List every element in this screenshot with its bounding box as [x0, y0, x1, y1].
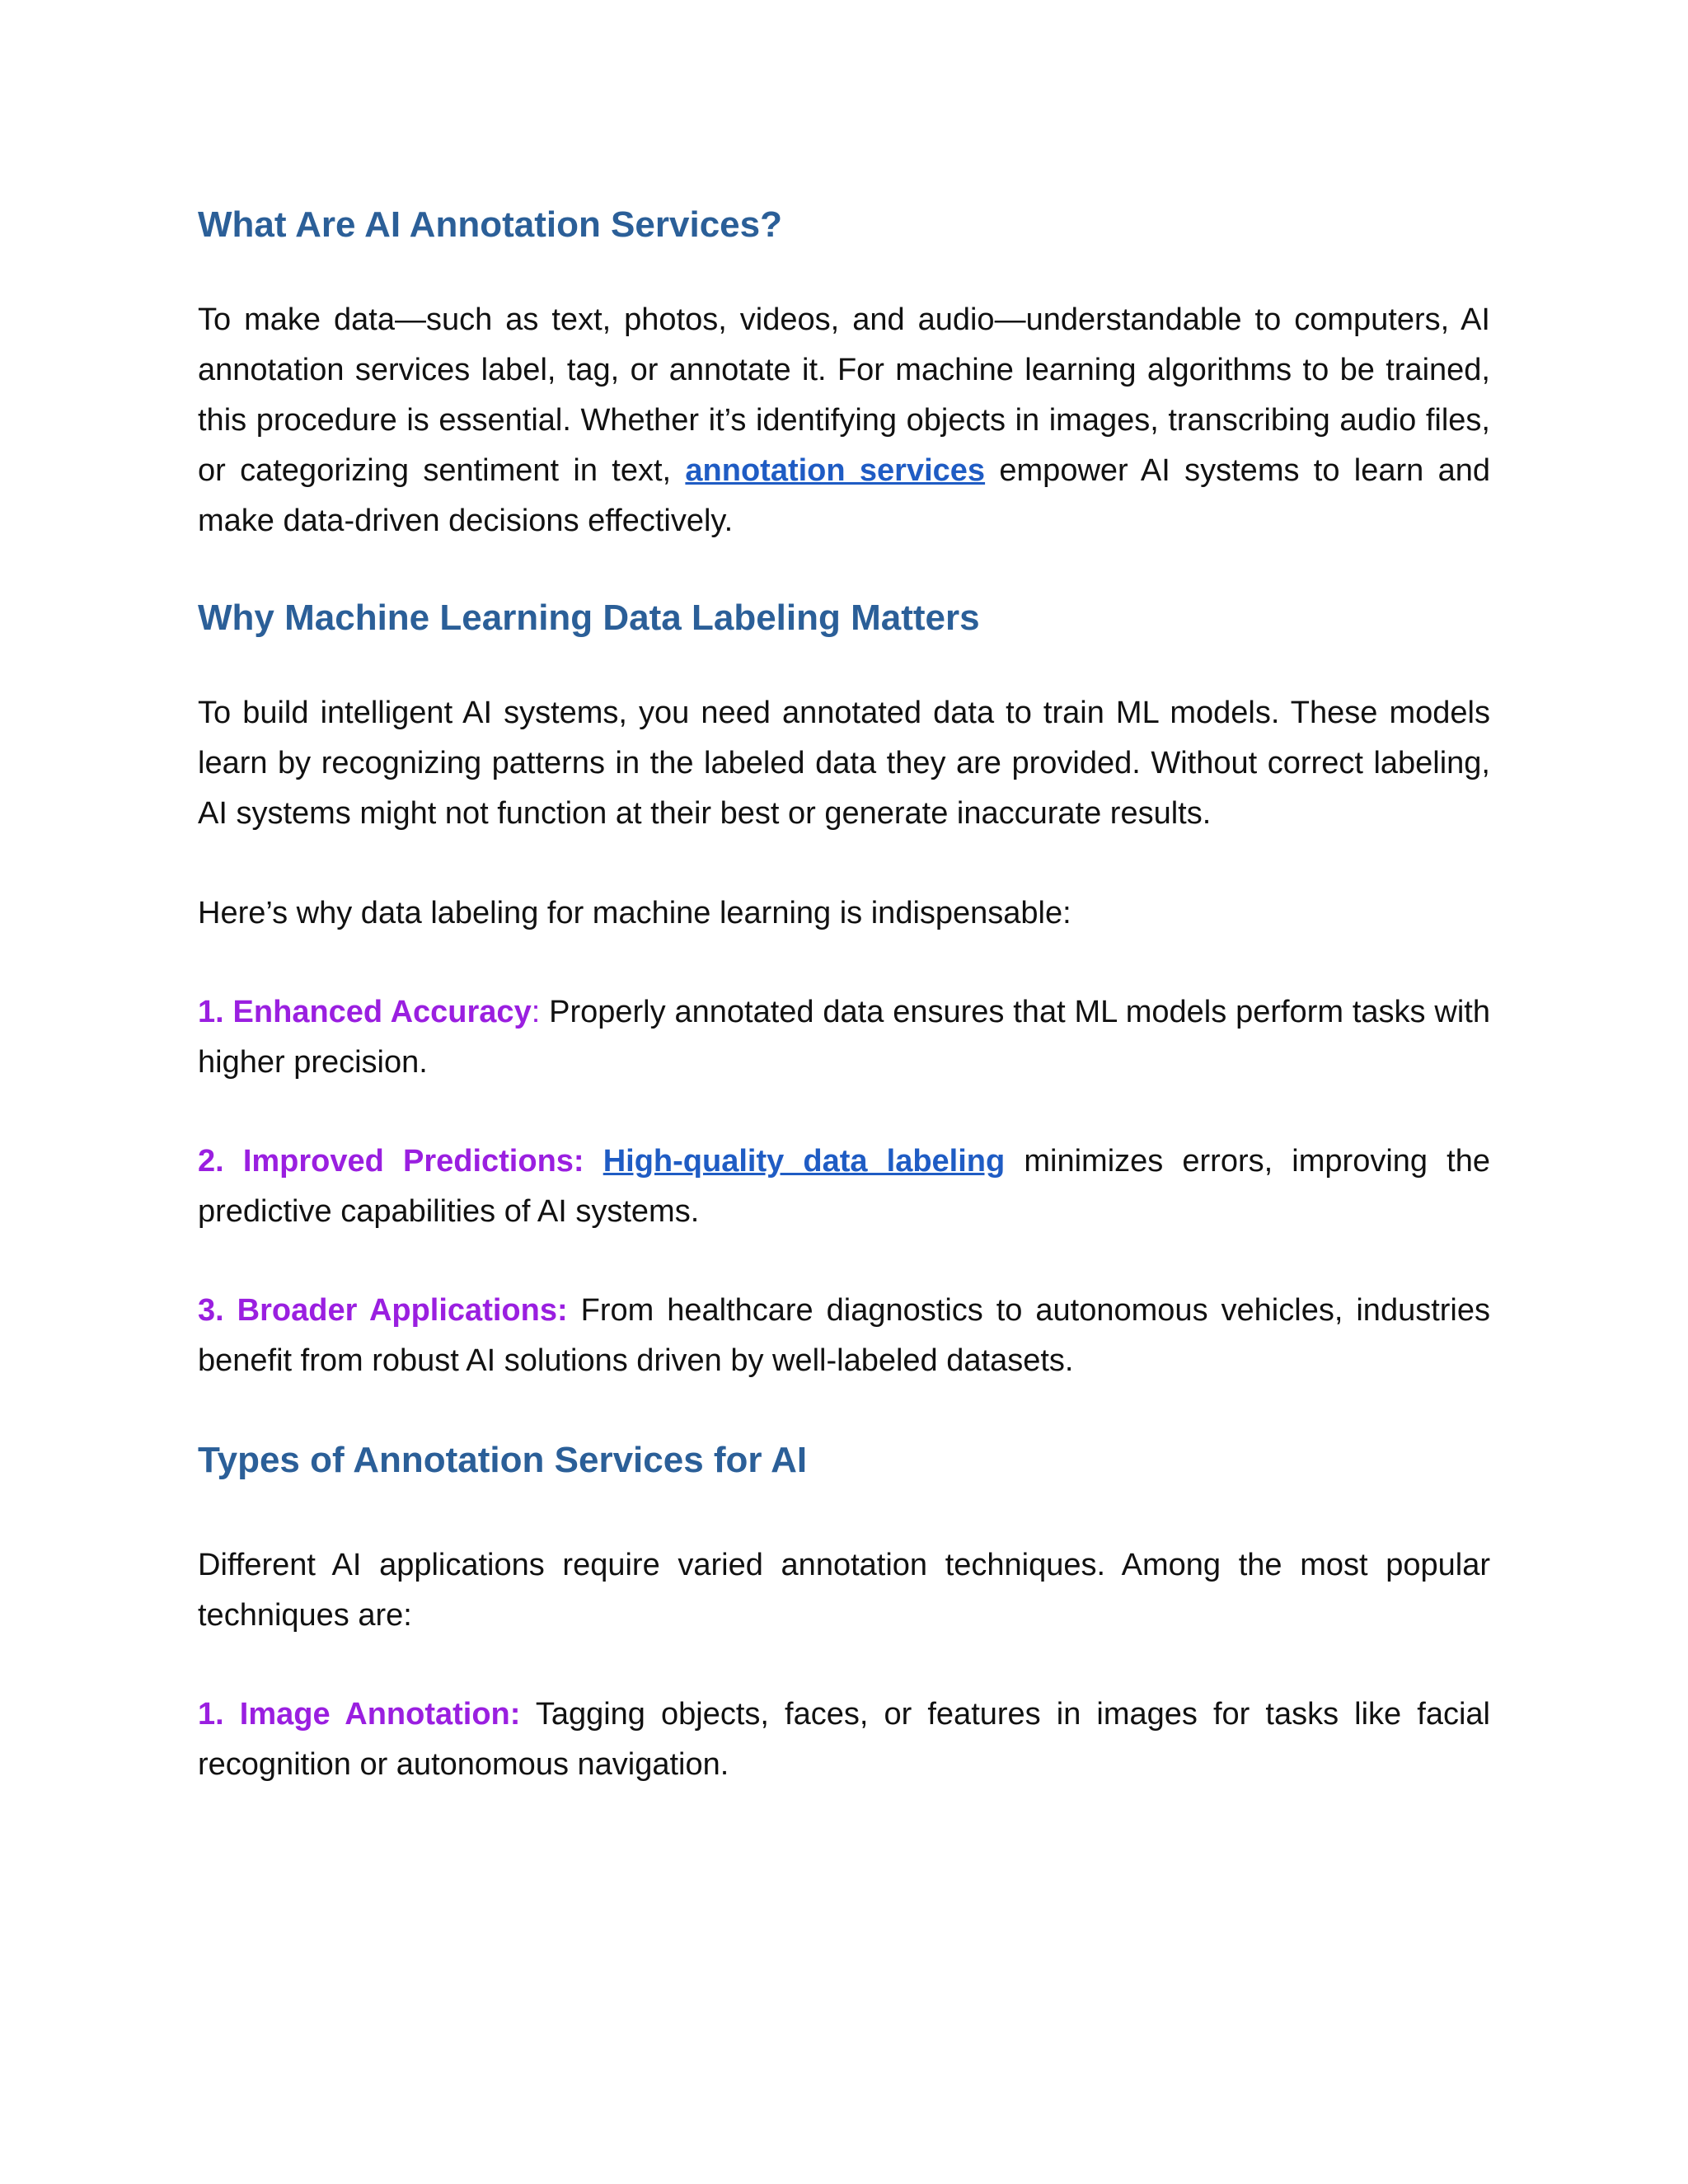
list-item-label: 1. Image Annotation:	[198, 1697, 521, 1732]
list-item-text: minimizes errors, improving the predictive capabilities of AI systems.	[198, 1144, 1490, 1229]
high-quality-data-labeling-link[interactable]: High-quality data labeling	[603, 1144, 1006, 1179]
list-item-text: Tagging objects, faces, or features in images for tasks like facial recognition or autonomous navigation.	[198, 1697, 1490, 1782]
list-item-text: Properly annotated data ensures that ML models perform tasks with higher precision.	[198, 995, 1490, 1080]
list-item-broader-applications	[198, 1286, 1490, 1386]
list-item-text: From healthcare diagnostics to autonomous vehicles, industries benefit from robust AI solutions driven by well-labeled datasets.	[198, 1293, 1490, 1378]
intro-text-after-link: empower AI systems to learn and make data-driven decisions effectively.	[198, 453, 1491, 538]
list-item-label-colon: :	[531, 995, 541, 1029]
list-item-label: 2. Improved Predictions:	[198, 1144, 584, 1179]
list-item-label: 3. Broader Applications:	[198, 1293, 568, 1328]
paragraph-why-labeling: To build intelligent AI systems, you need annotated data to train ML models. These models learn by recognizing patterns in the labeled data they are provided. Without correct labeling, AI systems might not function at their best or generate inaccurate results.	[198, 696, 1490, 831]
document-page	[198, 196, 1490, 1790]
paragraph-intro	[198, 295, 1490, 546]
list-item-image-annotation	[198, 1690, 1490, 1790]
heading-why-ml-data-labeling-matters: Why Machine Learning Data Labeling Matters	[198, 598, 980, 638]
list-item-improved-predictions	[198, 1137, 1490, 1237]
heading-types-of-annotation-services: Types of Annotation Services for AI	[198, 1440, 808, 1480]
heading-what-are-ai-annotation-services: What Are AI Annotation Services?	[198, 204, 782, 245]
intro-text-before-link: To make data—such as text, photos, videos, and audio—understandable to computers, AI annotation services label, tag, or annotate it. For machine learning algorithms to be trained, this procedure is essential. Whether it’s identifying objects in images, transcribing audio files, or categorizing sentiment in text,	[198, 302, 1490, 488]
list-item-label: 1. Enhanced Accuracy	[198, 995, 532, 1029]
annotation-services-link[interactable]: annotation services	[685, 453, 986, 488]
paragraph-heres-why: Here’s why data labeling for machine learning is indispensable:	[198, 896, 1071, 930]
list-item-enhanced-accuracy	[198, 987, 1490, 1088]
paragraph-types-intro: Different AI applications require varied annotation techniques. Among the most popular techniques are:	[198, 1548, 1490, 1633]
